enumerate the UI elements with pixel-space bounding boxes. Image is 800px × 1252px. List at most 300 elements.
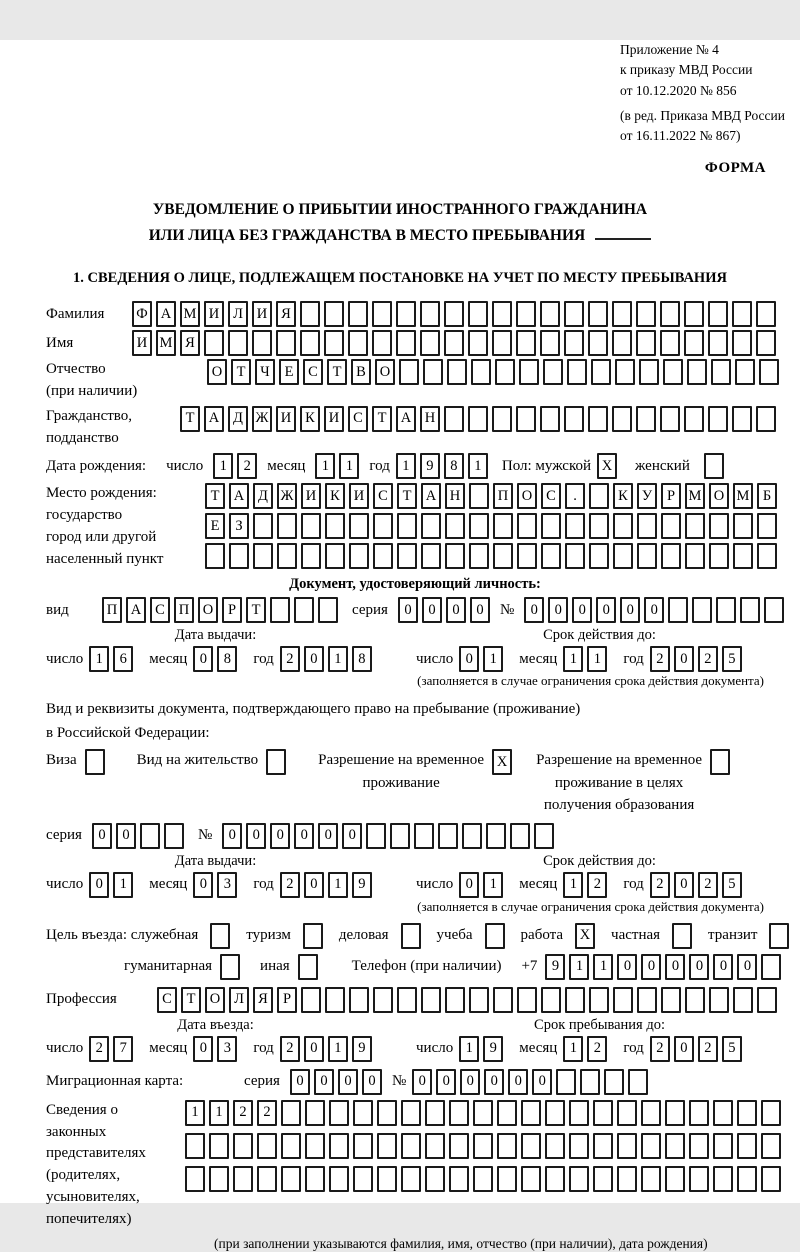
char-cell[interactable]: Б [757, 483, 777, 509]
char-cell[interactable] [684, 330, 704, 356]
char-cell[interactable]: М [156, 330, 176, 356]
char-cell[interactable]: 0 [459, 872, 479, 898]
char-cell[interactable] [492, 406, 512, 432]
char-cell[interactable]: В [351, 359, 371, 385]
char-cell[interactable] [473, 1133, 493, 1159]
char-cell[interactable] [636, 330, 656, 356]
char-cell[interactable] [733, 987, 753, 1013]
char-cell[interactable]: 0 [689, 954, 709, 980]
char-cell[interactable]: 1 [563, 1036, 583, 1062]
char-cell[interactable]: С [157, 987, 177, 1013]
char-cell[interactable] [521, 1133, 541, 1159]
char-cell[interactable] [612, 330, 632, 356]
char-cell[interactable]: П [493, 483, 513, 509]
char-cell[interactable]: А [126, 597, 146, 623]
char-cell[interactable]: 6 [113, 646, 133, 672]
char-cell[interactable]: 0 [362, 1069, 382, 1095]
char-cell[interactable]: 0 [422, 597, 442, 623]
char-cell[interactable] [516, 330, 536, 356]
char-cell[interactable] [473, 1166, 493, 1192]
char-cell[interactable]: С [541, 483, 561, 509]
char-cell[interactable] [468, 301, 488, 327]
char-cell[interactable]: К [325, 483, 345, 509]
char-cell[interactable] [510, 823, 530, 849]
char-cell[interactable]: 3 [217, 872, 237, 898]
char-cell[interactable]: 0 [246, 823, 266, 849]
char-cell[interactable] [449, 1100, 469, 1126]
char-cell[interactable]: Ж [252, 406, 272, 432]
char-cell[interactable] [205, 543, 225, 569]
char-cell[interactable] [447, 359, 467, 385]
char-cell[interactable] [663, 359, 683, 385]
char-cell[interactable] [710, 749, 730, 775]
char-cell[interactable] [540, 406, 560, 432]
char-cell[interactable] [589, 483, 609, 509]
char-cell[interactable] [668, 597, 688, 623]
char-cell[interactable] [540, 330, 560, 356]
char-cell[interactable] [660, 330, 680, 356]
char-cell[interactable]: 0 [532, 1069, 552, 1095]
char-cell[interactable] [757, 513, 777, 539]
char-cell[interactable] [305, 1166, 325, 1192]
char-cell[interactable] [164, 823, 184, 849]
char-cell[interactable] [613, 987, 633, 1013]
char-cell[interactable] [565, 987, 585, 1013]
char-cell[interactable]: 2 [698, 646, 718, 672]
char-cell[interactable] [185, 1166, 205, 1192]
char-cell[interactable] [757, 987, 777, 1013]
char-cell[interactable] [210, 923, 230, 949]
char-cell[interactable] [517, 513, 537, 539]
char-cell[interactable] [740, 597, 760, 623]
char-cell[interactable]: Ф [132, 301, 152, 327]
char-cell[interactable]: 0 [508, 1069, 528, 1095]
char-cell[interactable] [329, 1100, 349, 1126]
char-cell[interactable] [449, 1166, 469, 1192]
char-cell[interactable]: Р [222, 597, 242, 623]
char-cell[interactable]: 9 [483, 1036, 503, 1062]
char-cell[interactable]: 1 [468, 453, 488, 479]
char-cell[interactable]: 2 [698, 1036, 718, 1062]
char-cell[interactable]: 0 [304, 1036, 324, 1062]
char-cell[interactable]: X [575, 923, 595, 949]
char-cell[interactable]: Д [253, 483, 273, 509]
char-cell[interactable] [733, 513, 753, 539]
char-cell[interactable] [764, 597, 784, 623]
char-cell[interactable]: И [324, 406, 344, 432]
char-cell[interactable] [493, 987, 513, 1013]
char-cell[interactable]: А [204, 406, 224, 432]
char-cell[interactable]: 0 [193, 646, 213, 672]
char-cell[interactable] [425, 1100, 445, 1126]
char-cell[interactable]: 0 [446, 597, 466, 623]
char-cell[interactable]: Т [180, 406, 200, 432]
char-cell[interactable]: 1 [396, 453, 416, 479]
char-cell[interactable] [761, 954, 781, 980]
char-cell[interactable] [589, 987, 609, 1013]
char-cell[interactable] [759, 359, 779, 385]
char-cell[interactable] [708, 330, 728, 356]
char-cell[interactable]: А [156, 301, 176, 327]
char-cell[interactable] [521, 1100, 541, 1126]
char-cell[interactable] [756, 406, 776, 432]
char-cell[interactable]: О [517, 483, 537, 509]
char-cell[interactable]: И [349, 483, 369, 509]
char-cell[interactable]: 8 [352, 646, 372, 672]
char-cell[interactable] [329, 1133, 349, 1159]
char-cell[interactable]: 2 [280, 646, 300, 672]
char-cell[interactable] [277, 513, 297, 539]
char-cell[interactable]: 2 [257, 1100, 277, 1126]
char-cell[interactable]: 0 [318, 823, 338, 849]
char-cell[interactable] [266, 749, 286, 775]
char-cell[interactable] [303, 923, 323, 949]
char-cell[interactable] [425, 1166, 445, 1192]
char-cell[interactable] [757, 543, 777, 569]
char-cell[interactable]: 1 [209, 1100, 229, 1126]
char-cell[interactable] [349, 513, 369, 539]
char-cell[interactable]: 0 [338, 1069, 358, 1095]
char-cell[interactable]: 0 [270, 823, 290, 849]
char-cell[interactable]: 2 [233, 1100, 253, 1126]
char-cell[interactable] [390, 823, 410, 849]
char-cell[interactable] [397, 543, 417, 569]
char-cell[interactable] [85, 749, 105, 775]
char-cell[interactable] [711, 359, 731, 385]
char-cell[interactable] [564, 406, 584, 432]
char-cell[interactable]: 1 [563, 646, 583, 672]
char-cell[interactable]: 5 [722, 646, 742, 672]
char-cell[interactable] [709, 543, 729, 569]
char-cell[interactable]: Т [181, 987, 201, 1013]
char-cell[interactable]: 0 [459, 646, 479, 672]
char-cell[interactable] [372, 301, 392, 327]
char-cell[interactable]: 1 [315, 453, 335, 479]
char-cell[interactable] [377, 1166, 397, 1192]
char-cell[interactable] [732, 330, 752, 356]
char-cell[interactable] [732, 406, 752, 432]
char-cell[interactable]: 0 [304, 872, 324, 898]
char-cell[interactable] [567, 359, 587, 385]
char-cell[interactable] [257, 1133, 277, 1159]
char-cell[interactable] [300, 330, 320, 356]
char-cell[interactable]: 2 [698, 872, 718, 898]
char-cell[interactable]: М [733, 483, 753, 509]
char-cell[interactable] [516, 301, 536, 327]
char-cell[interactable]: Т [231, 359, 251, 385]
char-cell[interactable] [737, 1133, 757, 1159]
char-cell[interactable] [685, 987, 705, 1013]
char-cell[interactable]: 2 [650, 646, 670, 672]
char-cell[interactable] [541, 543, 561, 569]
char-cell[interactable]: О [207, 359, 227, 385]
char-cell[interactable] [469, 513, 489, 539]
char-cell[interactable]: 0 [193, 872, 213, 898]
char-cell[interactable] [540, 301, 560, 327]
char-cell[interactable]: 1 [339, 453, 359, 479]
char-cell[interactable]: О [375, 359, 395, 385]
char-cell[interactable] [636, 406, 656, 432]
char-cell[interactable] [253, 513, 273, 539]
char-cell[interactable] [704, 453, 724, 479]
char-cell[interactable] [588, 406, 608, 432]
char-cell[interactable] [493, 513, 513, 539]
char-cell[interactable] [373, 513, 393, 539]
char-cell[interactable]: 2 [587, 1036, 607, 1062]
char-cell[interactable] [737, 1166, 757, 1192]
char-cell[interactable] [617, 1100, 637, 1126]
char-cell[interactable] [301, 513, 321, 539]
char-cell[interactable]: Н [445, 483, 465, 509]
char-cell[interactable] [660, 301, 680, 327]
char-cell[interactable] [469, 543, 489, 569]
char-cell[interactable]: С [348, 406, 368, 432]
char-cell[interactable] [497, 1100, 517, 1126]
char-cell[interactable] [420, 301, 440, 327]
char-cell[interactable]: Е [279, 359, 299, 385]
char-cell[interactable] [756, 330, 776, 356]
char-cell[interactable] [593, 1133, 613, 1159]
char-cell[interactable] [709, 513, 729, 539]
char-cell[interactable]: 0 [713, 954, 733, 980]
char-cell[interactable] [543, 359, 563, 385]
char-cell[interactable] [438, 823, 458, 849]
char-cell[interactable] [569, 1166, 589, 1192]
char-cell[interactable]: Т [372, 406, 392, 432]
char-cell[interactable] [689, 1133, 709, 1159]
char-cell[interactable]: У [637, 483, 657, 509]
char-cell[interactable] [617, 1133, 637, 1159]
char-cell[interactable]: 0 [222, 823, 242, 849]
char-cell[interactable]: 1 [328, 646, 348, 672]
char-cell[interactable] [641, 1133, 661, 1159]
char-cell[interactable]: И [276, 406, 296, 432]
char-cell[interactable] [593, 1166, 613, 1192]
char-cell[interactable] [565, 513, 585, 539]
char-cell[interactable]: 0 [92, 823, 112, 849]
char-cell[interactable] [684, 406, 704, 432]
char-cell[interactable] [301, 987, 321, 1013]
char-cell[interactable] [708, 301, 728, 327]
char-cell[interactable] [373, 543, 393, 569]
char-cell[interactable] [756, 301, 776, 327]
char-cell[interactable] [423, 359, 443, 385]
char-cell[interactable] [373, 987, 393, 1013]
char-cell[interactable] [401, 923, 421, 949]
char-cell[interactable]: Т [397, 483, 417, 509]
char-cell[interactable] [613, 543, 633, 569]
char-cell[interactable]: 0 [398, 597, 418, 623]
char-cell[interactable]: Р [661, 483, 681, 509]
char-cell[interactable] [521, 1166, 541, 1192]
char-cell[interactable] [589, 543, 609, 569]
char-cell[interactable] [588, 301, 608, 327]
char-cell[interactable] [349, 543, 369, 569]
char-cell[interactable] [685, 543, 705, 569]
char-cell[interactable] [353, 1100, 373, 1126]
char-cell[interactable]: С [373, 483, 393, 509]
char-cell[interactable]: 1 [328, 1036, 348, 1062]
char-cell[interactable] [660, 406, 680, 432]
char-cell[interactable] [497, 1166, 517, 1192]
char-cell[interactable]: А [229, 483, 249, 509]
char-cell[interactable]: 3 [217, 1036, 237, 1062]
char-cell[interactable] [569, 1133, 589, 1159]
char-cell[interactable] [257, 1166, 277, 1192]
char-cell[interactable] [769, 923, 789, 949]
char-cell[interactable]: 5 [722, 1036, 742, 1062]
char-cell[interactable] [445, 987, 465, 1013]
char-cell[interactable]: И [204, 301, 224, 327]
char-cell[interactable] [665, 1100, 685, 1126]
char-cell[interactable]: 1 [113, 872, 133, 898]
char-cell[interactable]: 1 [89, 646, 109, 672]
char-cell[interactable] [589, 513, 609, 539]
char-cell[interactable]: 2 [650, 1036, 670, 1062]
char-cell[interactable] [637, 513, 657, 539]
char-cell[interactable] [636, 301, 656, 327]
char-cell[interactable] [348, 301, 368, 327]
char-cell[interactable] [233, 1133, 253, 1159]
char-cell[interactable] [305, 1100, 325, 1126]
char-cell[interactable] [399, 359, 419, 385]
char-cell[interactable] [444, 301, 464, 327]
char-cell[interactable] [420, 330, 440, 356]
char-cell[interactable] [672, 923, 692, 949]
char-cell[interactable] [689, 1166, 709, 1192]
char-cell[interactable]: 0 [737, 954, 757, 980]
char-cell[interactable] [492, 301, 512, 327]
char-cell[interactable] [471, 359, 491, 385]
char-cell[interactable] [325, 543, 345, 569]
char-cell[interactable] [716, 597, 736, 623]
char-cell[interactable]: 0 [674, 1036, 694, 1062]
char-cell[interactable] [541, 513, 561, 539]
char-cell[interactable] [709, 987, 729, 1013]
char-cell[interactable] [301, 543, 321, 569]
char-cell[interactable] [665, 1133, 685, 1159]
char-cell[interactable] [519, 359, 539, 385]
char-cell[interactable] [761, 1166, 781, 1192]
char-cell[interactable] [468, 330, 488, 356]
char-cell[interactable] [565, 543, 585, 569]
char-cell[interactable]: 9 [545, 954, 565, 980]
char-cell[interactable] [617, 1166, 637, 1192]
char-cell[interactable] [329, 1166, 349, 1192]
char-cell[interactable]: 1 [185, 1100, 205, 1126]
char-cell[interactable]: 5 [722, 872, 742, 898]
char-cell[interactable] [401, 1100, 421, 1126]
char-cell[interactable]: 0 [412, 1069, 432, 1095]
char-cell[interactable]: Н [420, 406, 440, 432]
char-cell[interactable]: Т [205, 483, 225, 509]
char-cell[interactable]: 0 [290, 1069, 310, 1095]
char-cell[interactable] [349, 987, 369, 1013]
char-cell[interactable] [517, 987, 537, 1013]
char-cell[interactable] [421, 987, 441, 1013]
char-cell[interactable] [324, 330, 344, 356]
char-cell[interactable]: 0 [342, 823, 362, 849]
char-cell[interactable] [713, 1133, 733, 1159]
char-cell[interactable]: 1 [593, 954, 613, 980]
char-cell[interactable] [713, 1100, 733, 1126]
char-cell[interactable] [713, 1166, 733, 1192]
char-cell[interactable]: 1 [328, 872, 348, 898]
char-cell[interactable] [220, 954, 240, 980]
char-cell[interactable] [637, 987, 657, 1013]
char-cell[interactable] [492, 330, 512, 356]
char-cell[interactable] [366, 823, 386, 849]
char-cell[interactable]: 0 [89, 872, 109, 898]
char-cell[interactable]: 7 [113, 1036, 133, 1062]
char-cell[interactable] [397, 513, 417, 539]
char-cell[interactable]: Д [228, 406, 248, 432]
char-cell[interactable]: 0 [436, 1069, 456, 1095]
char-cell[interactable] [401, 1133, 421, 1159]
char-cell[interactable]: И [301, 483, 321, 509]
char-cell[interactable] [298, 954, 318, 980]
char-cell[interactable]: З [229, 513, 249, 539]
char-cell[interactable]: 0 [641, 954, 661, 980]
char-cell[interactable]: О [198, 597, 218, 623]
char-cell[interactable] [401, 1166, 421, 1192]
char-cell[interactable] [497, 1133, 517, 1159]
char-cell[interactable] [209, 1133, 229, 1159]
char-cell[interactable]: М [180, 301, 200, 327]
char-cell[interactable]: 2 [650, 872, 670, 898]
char-cell[interactable]: 0 [193, 1036, 213, 1062]
char-cell[interactable] [140, 823, 160, 849]
char-cell[interactable] [425, 1133, 445, 1159]
char-cell[interactable]: 2 [280, 872, 300, 898]
char-cell[interactable]: 0 [116, 823, 136, 849]
char-cell[interactable] [545, 1133, 565, 1159]
char-cell[interactable]: Е [205, 513, 225, 539]
char-cell[interactable] [277, 543, 297, 569]
char-cell[interactable] [641, 1100, 661, 1126]
char-cell[interactable]: А [421, 483, 441, 509]
char-cell[interactable]: Я [180, 330, 200, 356]
char-cell[interactable] [414, 823, 434, 849]
char-cell[interactable] [516, 406, 536, 432]
char-cell[interactable]: 1 [483, 872, 503, 898]
char-cell[interactable] [732, 301, 752, 327]
char-cell[interactable]: 1 [569, 954, 589, 980]
char-cell[interactable] [325, 513, 345, 539]
char-cell[interactable] [281, 1133, 301, 1159]
char-cell[interactable] [612, 301, 632, 327]
char-cell[interactable] [348, 330, 368, 356]
char-cell[interactable]: О [205, 987, 225, 1013]
char-cell[interactable] [396, 301, 416, 327]
char-cell[interactable] [545, 1100, 565, 1126]
char-cell[interactable] [761, 1100, 781, 1126]
char-cell[interactable] [270, 597, 290, 623]
char-cell[interactable] [517, 543, 537, 569]
char-cell[interactable] [534, 823, 554, 849]
char-cell[interactable] [473, 1100, 493, 1126]
char-cell[interactable] [661, 513, 681, 539]
char-cell[interactable]: Р [277, 987, 297, 1013]
char-cell[interactable]: К [613, 483, 633, 509]
char-cell[interactable] [421, 543, 441, 569]
char-cell[interactable]: 2 [587, 872, 607, 898]
char-cell[interactable] [469, 483, 489, 509]
char-cell[interactable] [449, 1133, 469, 1159]
char-cell[interactable] [294, 597, 314, 623]
char-cell[interactable]: 8 [217, 646, 237, 672]
char-cell[interactable] [281, 1166, 301, 1192]
